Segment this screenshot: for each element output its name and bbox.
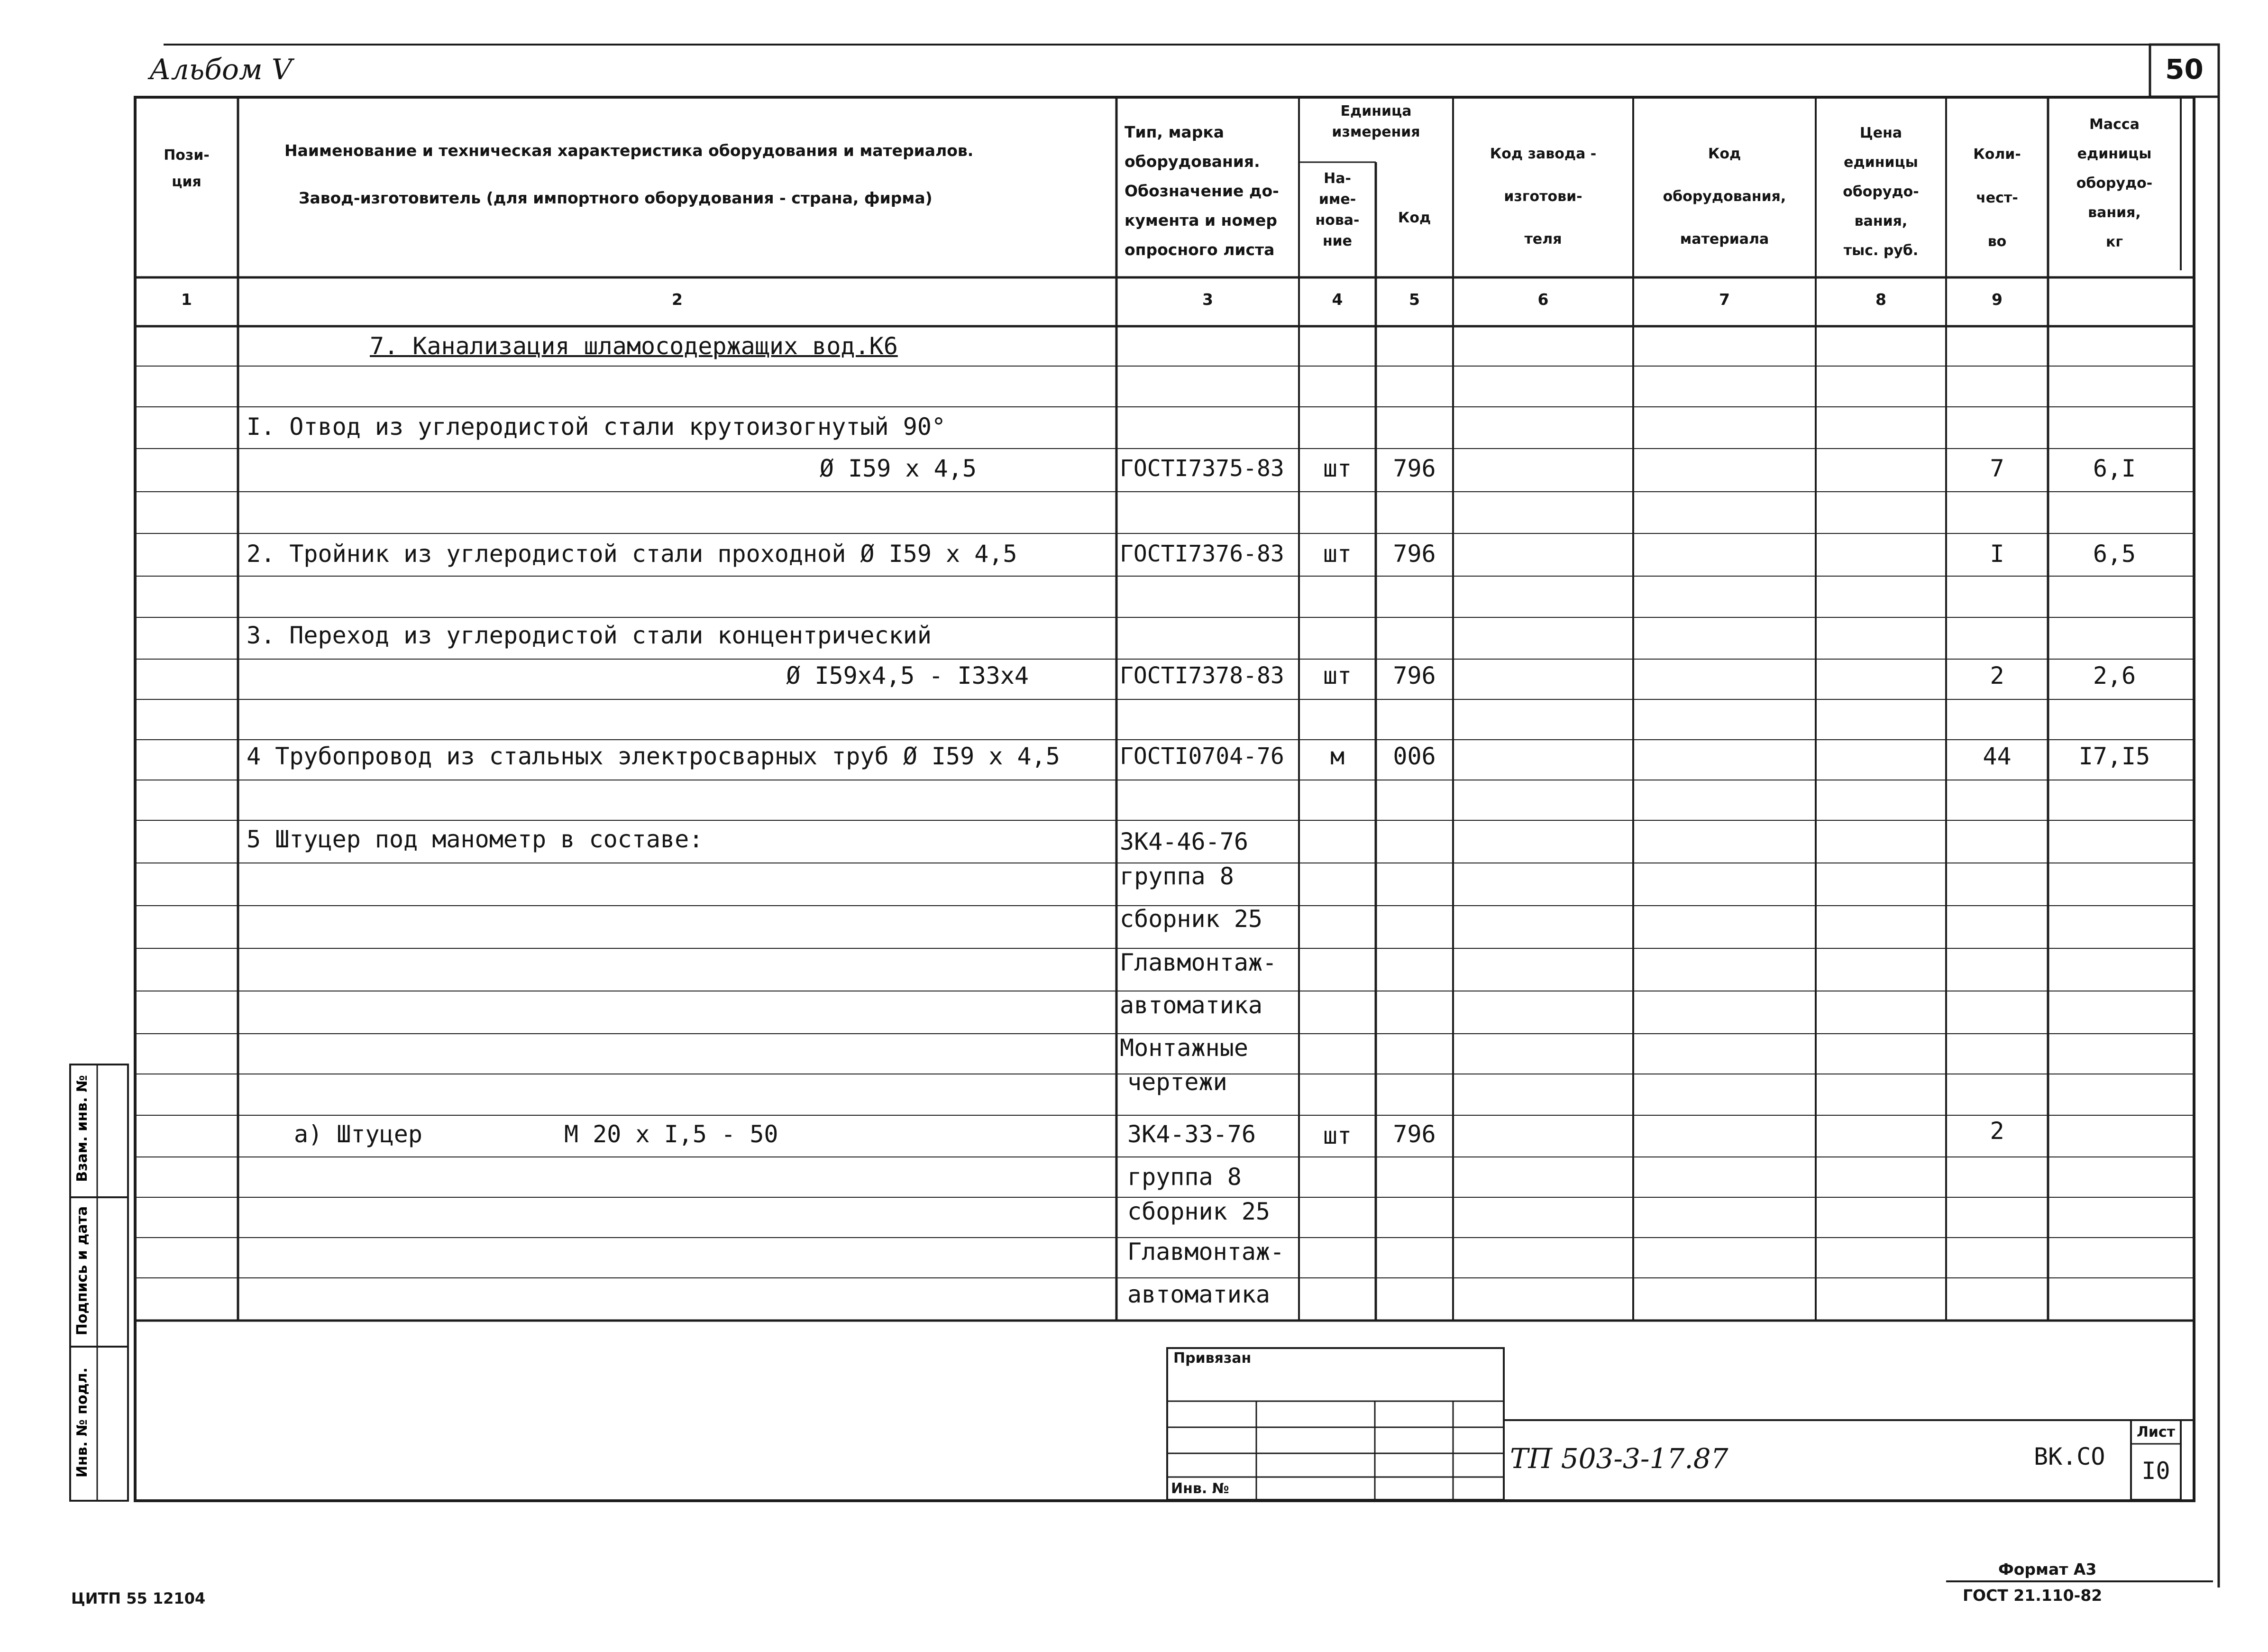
row4-doc: ГОСТI0704-76 (1120, 743, 1284, 770)
inv-number-label: Инв. № (1171, 1480, 1229, 1497)
column-number: 2 (672, 290, 683, 309)
row1-code: 796 (1393, 455, 1436, 482)
row6-doc: сборник 25 (1127, 1198, 1271, 1225)
row5-doc: сборник 25 (1120, 905, 1263, 933)
album-label: Альбом V (149, 53, 293, 86)
row5-name: 5 Штуцер под манометр в составе: (247, 826, 704, 853)
sheet-label: Лист (2136, 1424, 2176, 1441)
row5-doc: чертежи (1127, 1068, 1227, 1096)
margin-signature-label: Подпись и дата (74, 1206, 91, 1336)
header-maker-code: Код завода - изготови- теля (1490, 146, 1597, 248)
row4-unit: м (1330, 743, 1345, 770)
margin-inv-podl-label: Инв. № подл. (74, 1367, 91, 1478)
row3-name: 3. Переход из углеродистой стали концентрический (247, 622, 932, 649)
row6-doc: Главмонтаж- (1127, 1238, 1285, 1266)
row1-mass: 6,I (2093, 455, 2136, 482)
row3-spec: Ø I59x4,5 - I33x4 (786, 662, 1029, 689)
column-number: 6 (1537, 290, 1549, 309)
row6-qty: 2 (1990, 1117, 2004, 1145)
header-type: Тип, марка оборудования. Обозначение до- кумента и номер опросного листа (1125, 123, 1279, 259)
row6-doc: ЗК4-33-76 (1127, 1120, 1256, 1148)
row2-unit: шт (1323, 540, 1352, 568)
row2-mass: 6,5 (2093, 540, 2136, 568)
row5-doc: Монтажные (1120, 1034, 1248, 1062)
sheet-number: I0 (2141, 1457, 2170, 1485)
privyazan-label: Привязан (1173, 1350, 1252, 1367)
header-position: Пози- ция (164, 147, 210, 190)
document-code: ТП 503-3-17.87 (1510, 1442, 1728, 1475)
margin-vzam-label: Взам. инв. № (74, 1075, 91, 1182)
row5-doc: группа 8 (1120, 863, 1234, 890)
row1-doc: ГОСТI7375-83 (1120, 455, 1284, 482)
footer-format: Формат А3 (1998, 1560, 2097, 1579)
sheet-code: ВК.СО (2034, 1443, 2105, 1470)
row6-code: 796 (1393, 1120, 1436, 1148)
row1-unit: шт (1323, 455, 1352, 482)
header-unit: Единица измерения (1332, 103, 1420, 140)
footer-gost: ГОСТ 21.110-82 (1963, 1586, 2103, 1605)
row1-name: I. Отвод из углеродистой стали крутоизогнутый 90° (247, 413, 946, 441)
row3-doc: ГОСТI7378-83 (1120, 662, 1284, 689)
row3-code: 796 (1393, 662, 1436, 689)
row4-mass: I7,I5 (2078, 743, 2150, 770)
column-number: 3 (1202, 290, 1213, 309)
row5-doc: автоматика (1120, 991, 1263, 1019)
row6-spec: М 20 x I,5 - 50 (564, 1120, 778, 1148)
column-number: 1 (181, 290, 192, 309)
header-unit-code: Код (1398, 210, 1431, 226)
header-mass: Масса единицы оборудо- вания, кг (2076, 116, 2153, 250)
header-equipment-code: Код оборудования, материала (1663, 146, 1786, 248)
row2-name: 2. Тройник из углеродистой стали проходной Ø I59 x 4,5 (247, 540, 1017, 568)
row4-code: 006 (1393, 743, 1436, 770)
header-quantity: Коли- чест- во (1973, 146, 2021, 250)
row4-qty: 44 (1983, 743, 2012, 770)
row3-unit: шт (1323, 662, 1352, 689)
row4-name: 4 Трубопровод из стальных электросварных труб Ø I59 x 4,5 (247, 743, 1060, 770)
row2-code: 796 (1393, 540, 1436, 568)
column-number: 9 (1992, 290, 2003, 309)
row5-doc: Главмонтаж- (1120, 949, 1277, 976)
section-title: 7. Канализация шламосодержащих вод.К6 (370, 332, 898, 360)
header-unit-name: На- име- нова- ние (1315, 170, 1360, 249)
column-number: 7 (1719, 290, 1730, 309)
row6-doc: автоматика (1127, 1281, 1271, 1308)
row2-qty: I (1990, 540, 2004, 568)
row1-spec: Ø I59 x 4,5 (819, 455, 977, 482)
row3-mass: 2,6 (2093, 662, 2136, 689)
header-name-line1: Наименование и техническая характеристика оборудования и материалов. (284, 141, 974, 160)
row1-qty: 7 (1990, 455, 2004, 482)
header-name-line2: Завод-изготовитель (для импортного оборудования - страна, фирма) (299, 189, 933, 207)
row6-unit: шт (1323, 1122, 1352, 1149)
column-number: 4 (1332, 290, 1343, 309)
row6-name: а) Штуцер (294, 1120, 422, 1148)
row3-qty: 2 (1990, 662, 2004, 689)
header-price: Цена единицы оборудо- вания, тыс. руб. (1843, 125, 1919, 259)
row5-doc: ЗК4-46-76 (1120, 828, 1248, 855)
column-number: 8 (1875, 290, 1886, 309)
column-number: 5 (1409, 290, 1420, 309)
row6-doc: группа 8 (1127, 1163, 1242, 1191)
page-number: 50 (2165, 53, 2204, 85)
row2-doc: ГОСТI7376-83 (1120, 541, 1284, 567)
footer-code: ЦИТП 55 12104 (71, 1589, 206, 1607)
